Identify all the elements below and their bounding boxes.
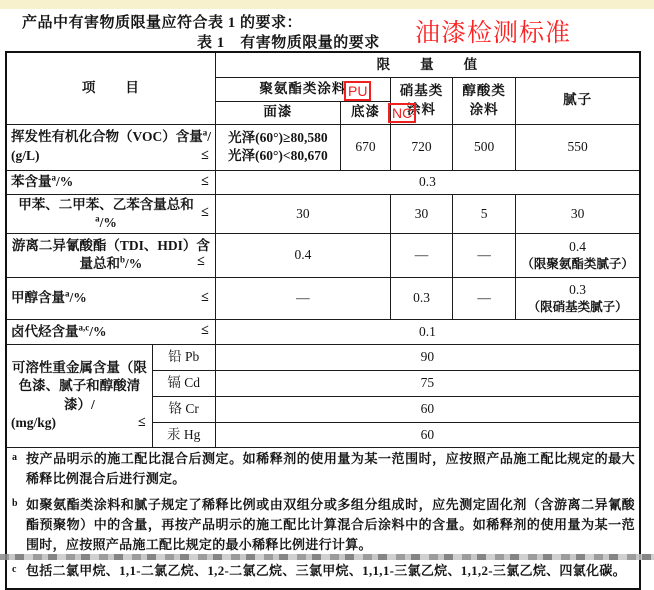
- metal-value-pb: 90: [215, 344, 640, 370]
- footnote-b-marker: b: [12, 497, 18, 509]
- halogenated-all-value: 0.1: [215, 319, 640, 344]
- voc-gloss-low: 光泽(60°)<80,670: [228, 148, 328, 163]
- methanol-pu-value: —: [215, 277, 390, 319]
- methanol-alkyd-value: —: [453, 277, 516, 319]
- toluene-putty-value: 30: [516, 194, 640, 233]
- methanol-nitro-value: 0.3: [391, 277, 453, 319]
- toluene-label: 甲苯、二甲苯、乙苯含量总和$^a$/%: [18, 196, 194, 230]
- pu-annotation-tag: PU: [344, 81, 371, 101]
- footnote-c-text: 包括二氯甲烷、1,1-二氯乙烷、1,2-二氯乙烷、三氯甲烷、1,1,1-三氯乙烷、1,1,2-三氯乙烷、四氯化碳。: [26, 562, 626, 578]
- voc-unit: (g/L): [11, 147, 40, 163]
- header-limit-value: [215, 52, 640, 77]
- header-polyurethane: 聚氨酯类涂料: [215, 77, 390, 101]
- header-topcoat: 面漆: [215, 101, 340, 124]
- benzene-row: [6, 170, 640, 194]
- footnote-b-text: 如聚氨酯类涂料和腻子规定了稀释比例或由双组分或多组分组成时，应先测定固化剂（含游离二异氰酸酯预聚物）中的含量，再按产品明示的施工配比计算混合后涂料中的含量。如稀释剂的使用量为某一范围时，应按照产品施工配比规定的最小稀释比例进行计算。: [26, 496, 635, 552]
- methanol-row: [6, 277, 640, 319]
- page-top-edge-strip: [0, 0, 654, 9]
- footnote-b: [11, 495, 635, 555]
- methanol-putty-cell: [516, 277, 640, 319]
- metals-label-cell: [6, 344, 152, 447]
- methanol-putty-value: 0.3: [569, 282, 587, 298]
- red-annotation-text: 油漆检测标准: [415, 19, 572, 47]
- methanol-label: 甲醇含量$^a$/%: [11, 288, 87, 306]
- footnotes-row: [6, 447, 640, 589]
- tdi-label-cell: [6, 233, 215, 277]
- voc-topcoat-value: [215, 124, 340, 170]
- tdi-alkyd-value: —: [453, 233, 516, 277]
- voc-nitro-value: 720: [391, 124, 453, 170]
- voc-putty-value: 550: [516, 124, 640, 170]
- leq-symbol: ≤: [138, 414, 146, 430]
- voc-alkyd-value: 500: [453, 124, 516, 170]
- tdi-putty-cell: [516, 233, 640, 277]
- benzene-label: 苯含量$^a$/%: [11, 172, 74, 189]
- table-title: 表 1 有害物质限量的要求: [197, 35, 380, 51]
- tdi-putty-note: （限聚氨酯类腻子）: [521, 257, 634, 272]
- header-nitro-line1: 硝基类: [399, 83, 444, 99]
- header-primer: 底漆: [340, 101, 390, 124]
- voc-gloss-high: 光泽(60°)≥80,580: [228, 129, 328, 145]
- metal-name-cr: 铬 Cr: [152, 396, 215, 422]
- halogenated-label: 卤代烃含量$^{a,c}$/%: [11, 322, 107, 339]
- limits-table-wrapper: [5, 51, 641, 590]
- header-row-1: [6, 52, 640, 77]
- footnote-a-text: 按产品明示的施工配比混合后测定。如稀释剂的使用量为某一范围时，应按照产品施工配比规定的最大稀释比例混合后进行测定。: [26, 450, 635, 486]
- metal-value-cd: 75: [215, 370, 640, 396]
- metal-name-pb: 铅 Pb: [152, 344, 215, 370]
- metal-name-hg: 汞 Hg: [152, 422, 215, 447]
- halogenated-row: [6, 319, 640, 344]
- leq-symbol: ≤: [201, 147, 209, 163]
- metal-row-pb: [6, 344, 640, 370]
- metal-name-cd: 镉 Cd: [152, 370, 215, 396]
- tdi-row: [6, 233, 640, 277]
- voc-primer-value: 670: [340, 124, 390, 170]
- benzene-label-cell: [6, 170, 215, 194]
- tdi-putty-value: 0.4: [569, 239, 587, 255]
- toluene-label-cell: [6, 194, 215, 233]
- header-item: 项 目: [6, 52, 215, 124]
- header-alkyd: [453, 77, 516, 124]
- leq-symbol: ≤: [197, 254, 205, 270]
- header-putty: 腻子: [516, 77, 640, 124]
- metal-value-cr: 60: [215, 396, 640, 422]
- leq-symbol: ≤: [201, 205, 209, 221]
- toluene-nitro-value: 30: [391, 194, 453, 233]
- voc-label: 挥发性有机化合物（VOC）含量$^a$/: [11, 127, 211, 145]
- methanol-label-cell: [6, 277, 215, 319]
- footnote-a: [11, 449, 635, 489]
- metals-unit: (mg/kg): [11, 415, 56, 431]
- footnotes-cell: [6, 447, 640, 589]
- nc-annotation-tag: NC: [388, 103, 416, 123]
- header-limit-value-text: 限 量 值: [376, 56, 479, 72]
- header-alkyd-line1: 醇酸类: [462, 83, 506, 99]
- toluene-alkyd-value: 5: [453, 194, 516, 233]
- footnote-c: [11, 561, 635, 581]
- tdi-pu-value: 0.4: [215, 233, 390, 277]
- voc-row: [6, 124, 640, 170]
- metals-label: 可溶性重金属含量（限色漆、腻子和醇酸清漆）/: [11, 360, 147, 412]
- methanol-putty-note: （限硝基类腻子）: [527, 300, 628, 315]
- toluene-pu-value: 30: [215, 194, 390, 233]
- benzene-all-value: 0.3: [215, 170, 640, 194]
- halogenated-label-cell: [6, 319, 215, 344]
- limits-table: [5, 51, 641, 590]
- tdi-label: 游离二异氰酸酯（TDI、HDI）含量总和$^b$/%: [11, 238, 210, 272]
- footnote-a-marker: a: [12, 451, 18, 463]
- leq-symbol: ≤: [201, 323, 209, 339]
- header-alkyd-line2: 涂料: [469, 101, 499, 117]
- intro-text: 产品中有害物质限量应符合表 1 的要求：: [22, 15, 303, 31]
- voc-label-cell: [6, 124, 215, 170]
- scan-artifact-strip: [0, 554, 654, 560]
- toluene-row: [6, 194, 640, 233]
- metal-value-hg: 60: [215, 422, 640, 447]
- leq-symbol: ≤: [201, 173, 209, 189]
- header-nitro-line2: 涂料: [407, 101, 437, 117]
- footnote-c-marker: c: [12, 563, 17, 575]
- tdi-nitro-value: —: [391, 233, 453, 277]
- leq-symbol: ≤: [201, 289, 209, 305]
